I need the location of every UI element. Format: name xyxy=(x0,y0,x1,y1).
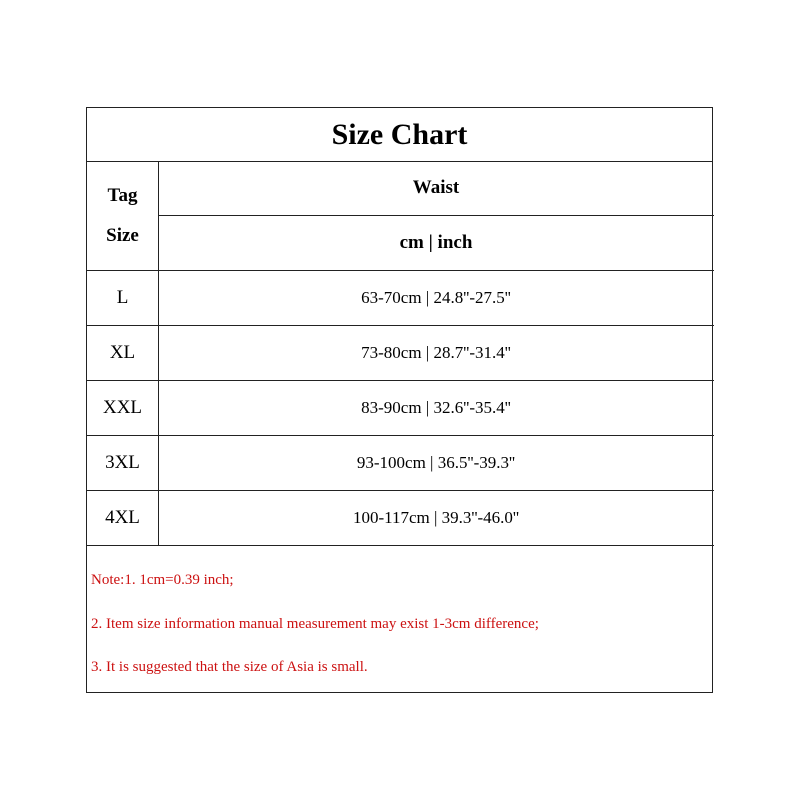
size-cell-4xl: 4XL xyxy=(105,506,140,528)
notes-section xyxy=(87,545,712,694)
unit-header: cm | inch xyxy=(399,231,473,253)
note-line-3: 3. It is suggested that the size of Asia is small. xyxy=(91,659,368,675)
note-line-2: 2. Item size information manual measurement may exist 1-3cm difference; xyxy=(91,616,539,632)
tag-header-line2: Size xyxy=(106,224,139,246)
size-cell-xxl: XXL xyxy=(102,396,143,418)
size-chart-table xyxy=(86,107,713,693)
tag-header-line1: Tag xyxy=(107,184,138,206)
size-cell-l: L xyxy=(116,286,129,308)
note-line-1: Note:1. 1cm=0.39 inch; xyxy=(91,572,234,588)
chart-title: Size Chart xyxy=(87,108,712,162)
size-cell-3xl: 3XL xyxy=(105,451,140,473)
size-cell-xl: XL xyxy=(109,341,136,363)
tag-size-header xyxy=(87,161,158,270)
waist-cell-3xl: 93-100cm | 36.5''-39.3'' xyxy=(356,452,516,472)
waist-cell-l: 63-70cm | 24.8''-27.5'' xyxy=(361,287,511,307)
waist-cell-xl: 73-80cm | 28.7''-31.4'' xyxy=(361,342,511,362)
waist-cell-xxl: 83-90cm | 32.6''-35.4'' xyxy=(361,397,511,417)
waist-cell-4xl: 100-117cm | 39.3''-46.0'' xyxy=(352,507,520,527)
waist-header: Waist xyxy=(412,177,460,198)
